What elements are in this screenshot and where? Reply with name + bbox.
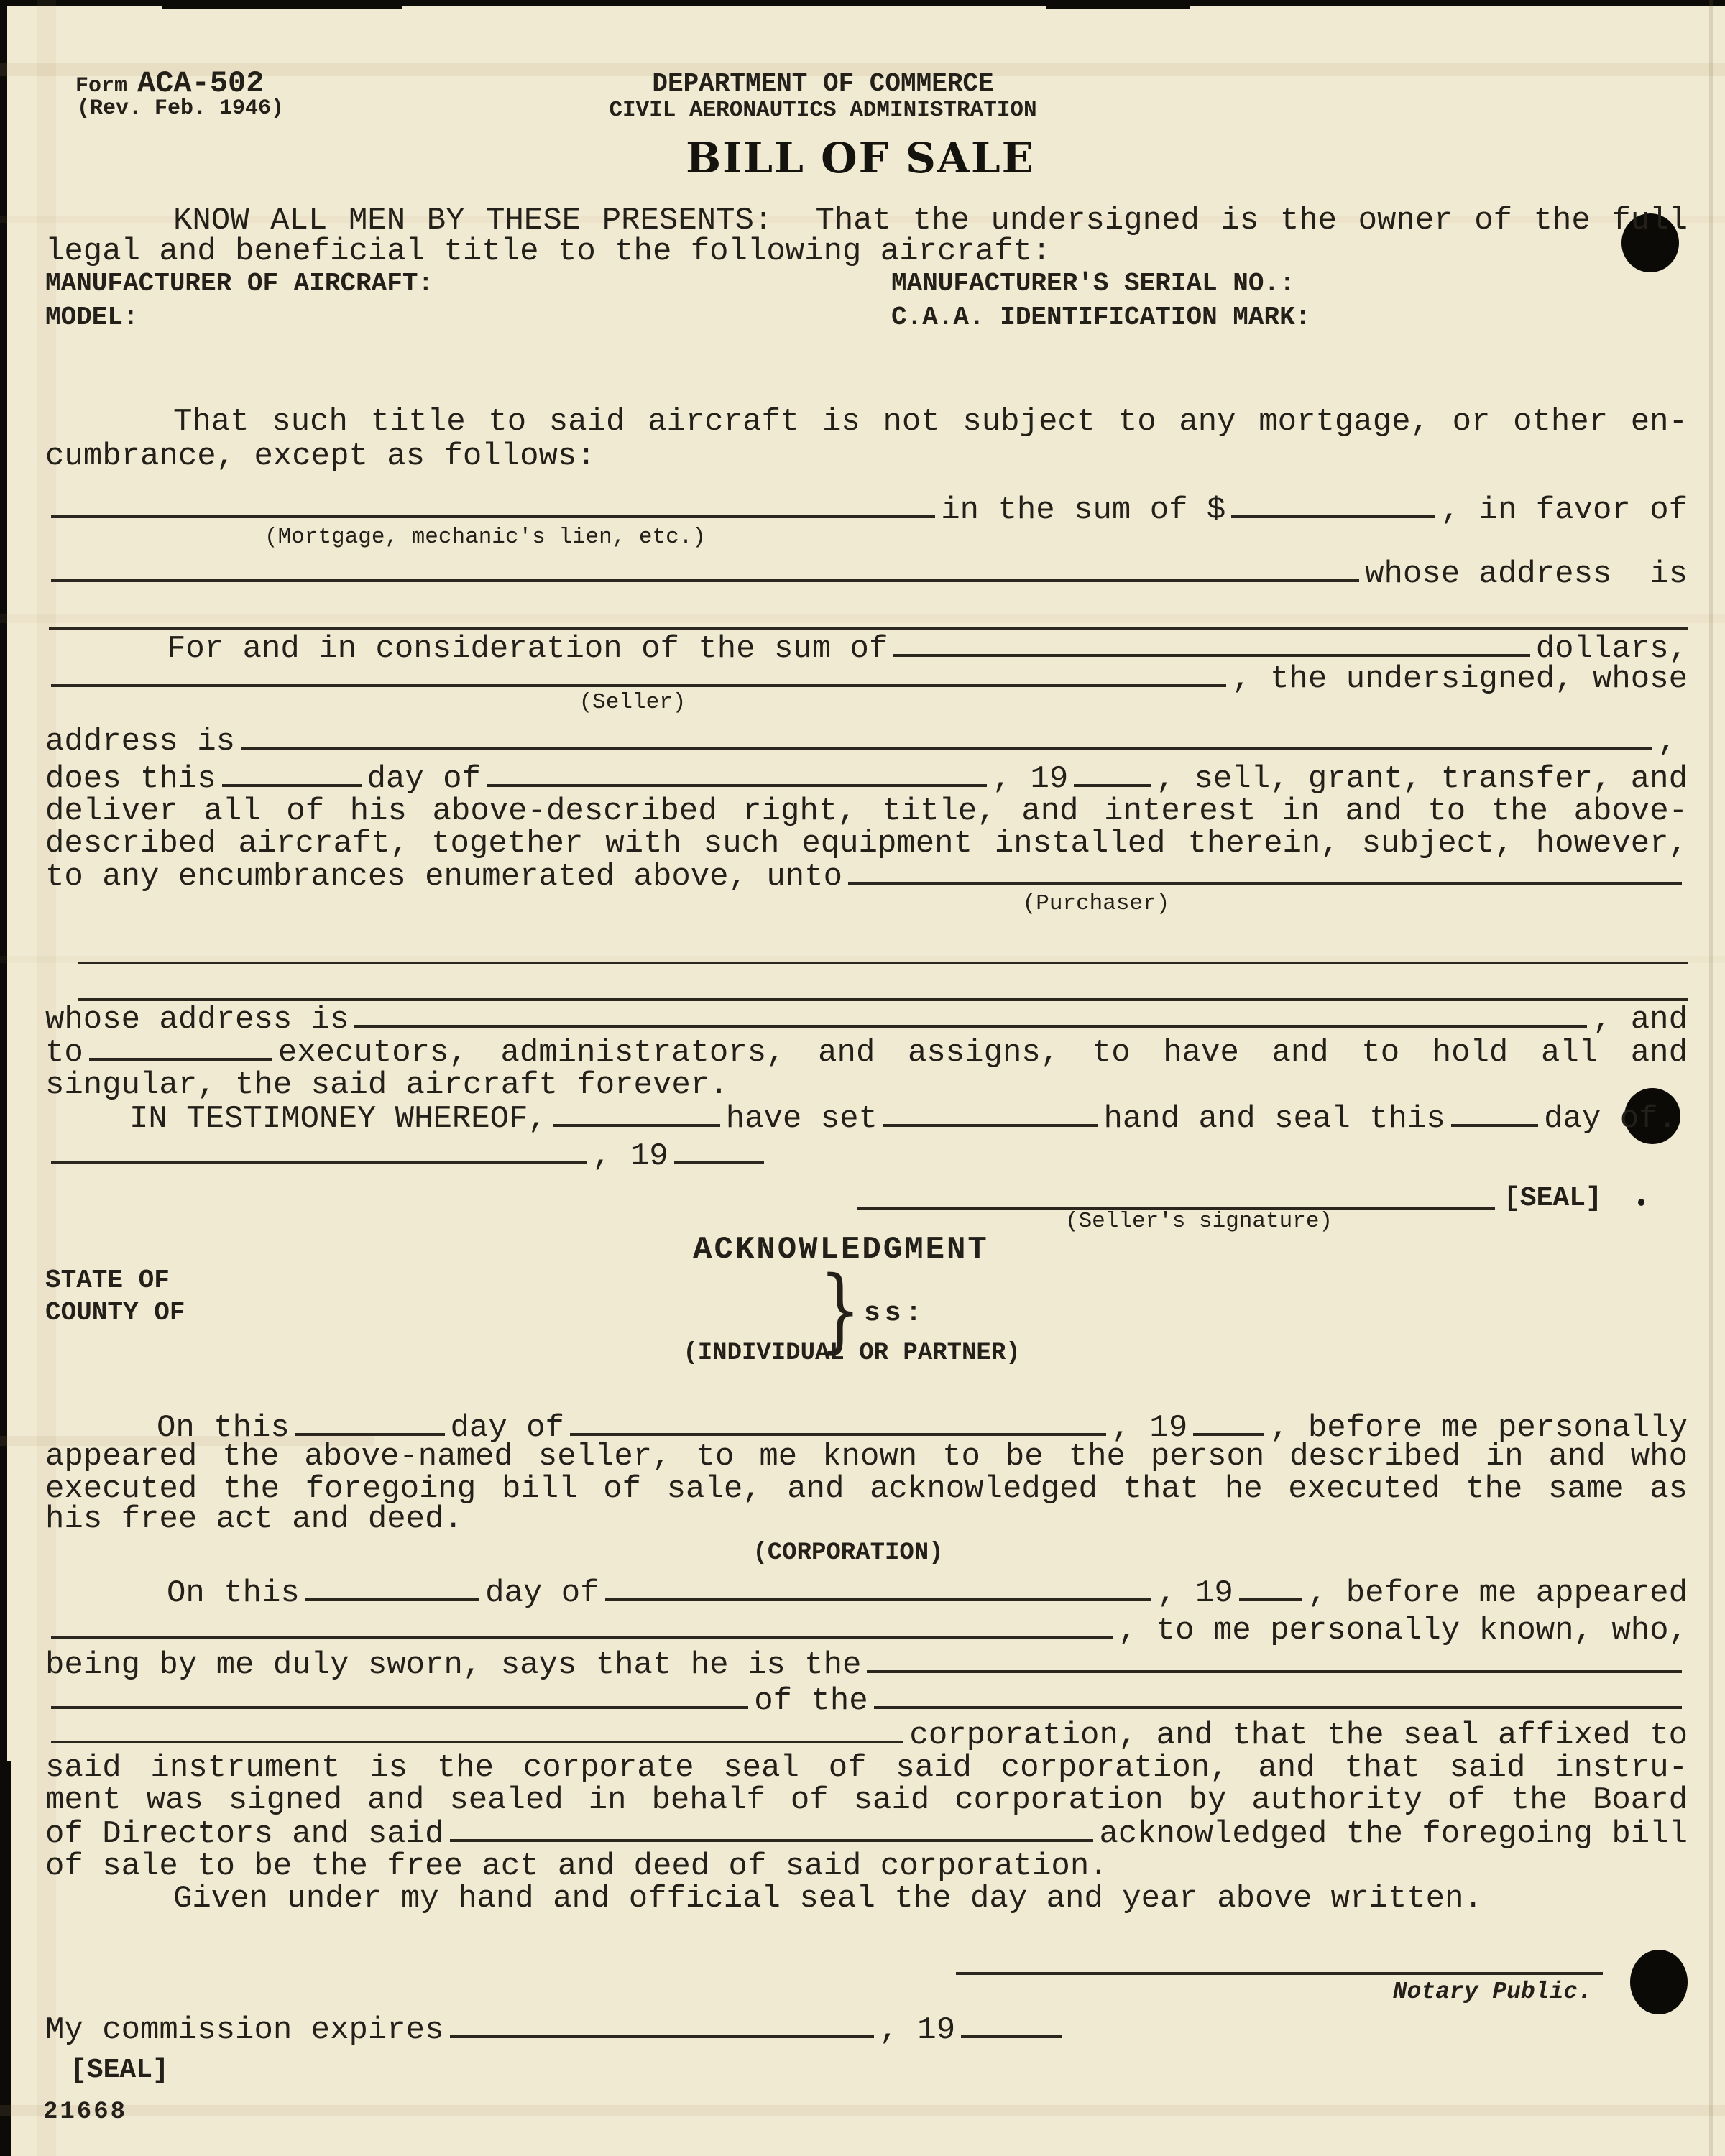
unto-lead: to any encumbrances enumerated above, unto bbox=[45, 859, 842, 895]
form-serial-number: 21668 bbox=[43, 2099, 128, 2126]
form-number: ACA-502 bbox=[137, 66, 264, 101]
scan-edge-top-blob-1 bbox=[162, 0, 402, 9]
comma-19-label: , 19 bbox=[992, 761, 1069, 797]
address-comma: , bbox=[1657, 724, 1677, 760]
department-name: DEPARTMENT OF COMMERCE bbox=[652, 69, 994, 98]
corp-of-the-label: of the bbox=[754, 1683, 868, 1719]
testimony-fill-line bbox=[45, 1100, 1677, 1138]
corp-title-blank-field bbox=[867, 1666, 1682, 1673]
commission-date-blank-field bbox=[450, 2031, 874, 2038]
seller-address-blank-field bbox=[241, 742, 1652, 750]
dollars-label: dollars, bbox=[1535, 631, 1688, 667]
purchaser-address-fill-line bbox=[45, 1001, 1688, 1038]
corp-signed-line-text: ment was signed and sealed in behalf of said corporation by authority of the Board bbox=[45, 1782, 1688, 1818]
sum-fill-line bbox=[45, 492, 1688, 529]
hand-blank-field bbox=[883, 1120, 1098, 1127]
favor-name-blank-field bbox=[51, 575, 1359, 582]
testimony-name-blank-field bbox=[553, 1120, 720, 1127]
seller-caption: (Seller) bbox=[579, 690, 686, 715]
intro-line-2: legal and beneficial title to the following aircraft: bbox=[45, 234, 1052, 270]
state-of-label: STATE OF bbox=[45, 1266, 170, 1295]
unto-fill-line bbox=[45, 858, 1688, 895]
commission-19-label: , 19 bbox=[879, 2012, 956, 2048]
testimony-date-line bbox=[45, 1138, 770, 1175]
ind-on-this-label: On this bbox=[157, 1410, 290, 1446]
year-blank-field bbox=[1074, 780, 1150, 787]
and-label: , and bbox=[1592, 1002, 1688, 1038]
encumbrance-line-1-text: That such title to said aircraft is not subject to any mortgage, or other en- bbox=[173, 404, 1688, 440]
testimony-year-blank-field bbox=[674, 1157, 764, 1164]
scan-edge-left-strip-bottom bbox=[0, 1761, 11, 2156]
manufacturer-label: MANUFACTURER OF AIRCRAFT: bbox=[45, 269, 434, 298]
corp-officer-blank-field bbox=[450, 1835, 1094, 1842]
corporation-caption: (CORPORATION) bbox=[753, 1539, 944, 1567]
encumbrance-line-1 bbox=[45, 403, 1688, 441]
scan-streak bbox=[0, 614, 1725, 623]
purchaser-rule-line-1 bbox=[78, 962, 1688, 964]
singular-line: singular, the said aircraft forever. bbox=[45, 1067, 729, 1103]
intro-line-1-text: KNOW ALL MEN BY THESE PRESENTS: That the undersigned is the owner of the full bbox=[173, 203, 1688, 239]
corp-seal-line-text: said instrument is the corporate seal of said corporation, and that said instru- bbox=[45, 1750, 1688, 1786]
consideration-lead: For and in consideration of the sum of bbox=[167, 631, 888, 667]
address-rule-line bbox=[49, 627, 1688, 630]
corp-known-label: , to me personally known, who, bbox=[1118, 1613, 1688, 1649]
page-title: BILL OF SALE bbox=[686, 134, 1035, 183]
notary-seal-bracket: [SEAL] bbox=[70, 2055, 169, 2086]
punch-hole-bottom bbox=[1630, 1950, 1688, 2014]
sum-amount-blank-field bbox=[1231, 511, 1435, 518]
ss-brace: } bbox=[819, 1257, 861, 1363]
testimony-day-of-label: day of. bbox=[1544, 1101, 1677, 1137]
scan-streak-vertical bbox=[1709, 0, 1714, 2156]
corp-acknowledged-label: acknowledged the foregoing bill bbox=[1099, 1816, 1688, 1852]
sell-grant-label: , sell, grant, transfer, and bbox=[1156, 761, 1688, 797]
ind-day-of-label: day of bbox=[450, 1410, 564, 1446]
corp-corporation-label: corporation, and that the seal affixed to bbox=[909, 1718, 1688, 1754]
corp-day-blank-field bbox=[305, 1594, 479, 1601]
individual-line-2-text: appeared the above-named seller, to me known to be the person described in and who bbox=[45, 1439, 1688, 1475]
seller-signature-caption: (Seller's signature) bbox=[1064, 1209, 1333, 1234]
ind-day-blank-field bbox=[295, 1429, 445, 1436]
ind-month-blank-field bbox=[570, 1429, 1106, 1436]
administration-name: CIVIL AERONAUTICS ADMINISTRATION bbox=[609, 98, 1037, 123]
corporation-date-fill-line bbox=[45, 1575, 1688, 1612]
day-of-label: day of bbox=[367, 761, 481, 797]
hand-seal-label: hand and seal this bbox=[1103, 1101, 1445, 1137]
purchaser-blank-field bbox=[848, 877, 1682, 885]
notary-public-label: Notary Public. bbox=[1392, 1978, 1592, 2005]
heirs-blank-field bbox=[89, 1054, 272, 1061]
acknowledgment-title: ACKNOWLEDGMENT bbox=[693, 1232, 989, 1268]
to-label: to bbox=[45, 1035, 83, 1071]
purchaser-caption: (Purchaser) bbox=[1022, 891, 1170, 916]
individual-caption: (INDIVIDUAL OR PARTNER) bbox=[683, 1340, 1021, 1367]
described-line bbox=[45, 825, 1688, 862]
whose-address-2-label: whose address is bbox=[45, 1002, 349, 1038]
corp-name-blank-field bbox=[51, 1736, 903, 1743]
scan-streak bbox=[0, 2105, 1725, 2116]
corp-day-of-label: day of bbox=[485, 1575, 599, 1611]
corp-month-blank-field bbox=[605, 1594, 1152, 1601]
favor-address-fill-line bbox=[45, 556, 1688, 593]
form-label: Form bbox=[75, 74, 128, 98]
corp-directors-label: of Directors and said bbox=[45, 1816, 444, 1852]
corp-free-act-line: of sale to be the free act and deed of said corporation. bbox=[45, 1848, 1108, 1884]
encumbrance-line-2: cumbrance, except as follows: bbox=[45, 438, 596, 474]
whose-address-label: whose address is bbox=[1365, 556, 1688, 592]
testimony-lead: IN TESTIMONEY WHEREOF, bbox=[129, 1101, 547, 1137]
corp-of-the-fill-line bbox=[45, 1682, 1688, 1720]
described-line-text: described aircraft, together with such equipment installed therein, subject, however, bbox=[45, 826, 1688, 862]
mortgage-caption: (Mortgage, mechanic's lien, etc.) bbox=[264, 525, 706, 550]
form-revision: (Rev. Feb. 1946) bbox=[77, 96, 285, 121]
county-of-label: COUNTY OF bbox=[45, 1298, 185, 1327]
seller-name-blank-field bbox=[51, 680, 1226, 687]
scan-edge-top-blob-2 bbox=[1046, 0, 1190, 9]
corp-company-blank-field bbox=[874, 1702, 1682, 1709]
deliver-line-text: deliver all of his above-described right, title, and interest in and to the above- bbox=[45, 793, 1688, 829]
ss-label: ss: bbox=[864, 1298, 926, 1329]
model-label: MODEL: bbox=[45, 303, 139, 332]
corp-person-blank-field bbox=[51, 1631, 1113, 1639]
seller-fill-line bbox=[45, 660, 1688, 698]
ind-before-label: , before me personally bbox=[1270, 1410, 1688, 1446]
day-blank-field bbox=[222, 780, 362, 787]
ind-19-label: , 19 bbox=[1111, 1410, 1188, 1446]
testimony-day-blank-field bbox=[1451, 1120, 1538, 1127]
individual-line-3-text: executed the foregoing bill of sale, and acknowledged that he executed the same as bbox=[45, 1471, 1688, 1507]
seal-bracket: [SEAL] bbox=[1504, 1183, 1602, 1214]
address-fill-line bbox=[45, 723, 1677, 760]
address-label: address is bbox=[45, 724, 236, 760]
corp-person-fill-line bbox=[45, 1612, 1688, 1649]
mortgage-blank-field bbox=[51, 511, 935, 518]
sum-words-blank-field bbox=[893, 650, 1530, 657]
given-line-text: Given under my hand and official seal the day and year above written. bbox=[173, 1881, 1483, 1917]
serial-number-label: MANUFACTURER'S SERIAL NO.: bbox=[891, 269, 1295, 298]
corp-before-label: , before me appeared bbox=[1307, 1575, 1688, 1611]
testimony-comma-19: , 19 bbox=[592, 1138, 668, 1174]
executors-text: executors, administrators, and assigns, to have and to hold all and bbox=[277, 1035, 1688, 1071]
favor-label: , in favor of bbox=[1440, 492, 1688, 528]
corp-on-this-label: On this bbox=[167, 1575, 300, 1611]
undersigned-label: , the undersigned, whose bbox=[1232, 661, 1688, 697]
sum-label: in the sum of $ bbox=[941, 492, 1226, 528]
individual-line-4: his free act and deed. bbox=[45, 1501, 463, 1537]
commission-year-blank-field bbox=[961, 2031, 1062, 2038]
have-set-label: have set bbox=[725, 1101, 878, 1137]
month-blank-field bbox=[487, 780, 987, 787]
purchaser-address-blank-field bbox=[354, 1021, 1587, 1028]
does-this-label: does this bbox=[45, 761, 216, 797]
given-line bbox=[45, 1880, 1688, 1917]
identification-mark-label: C.A.A. IDENTIFICATION MARK: bbox=[891, 303, 1311, 332]
corp-office-blank-field bbox=[51, 1702, 748, 1709]
ink-speck bbox=[1638, 1199, 1644, 1206]
corp-19-label: , 19 bbox=[1157, 1575, 1233, 1611]
corp-year-blank-field bbox=[1239, 1594, 1302, 1601]
testimony-month-blank-field bbox=[51, 1157, 586, 1164]
ind-year-blank-field bbox=[1193, 1429, 1264, 1436]
corp-signed-line bbox=[45, 1782, 1688, 1819]
commission-fill-line bbox=[45, 2012, 1067, 2049]
corp-title-fill-line bbox=[45, 1646, 1688, 1684]
notary-signature-line bbox=[956, 1972, 1603, 1975]
corp-sworn-label: being by me duly sworn, says that he is the bbox=[45, 1647, 862, 1683]
commission-label: My commission expires bbox=[45, 2012, 444, 2048]
